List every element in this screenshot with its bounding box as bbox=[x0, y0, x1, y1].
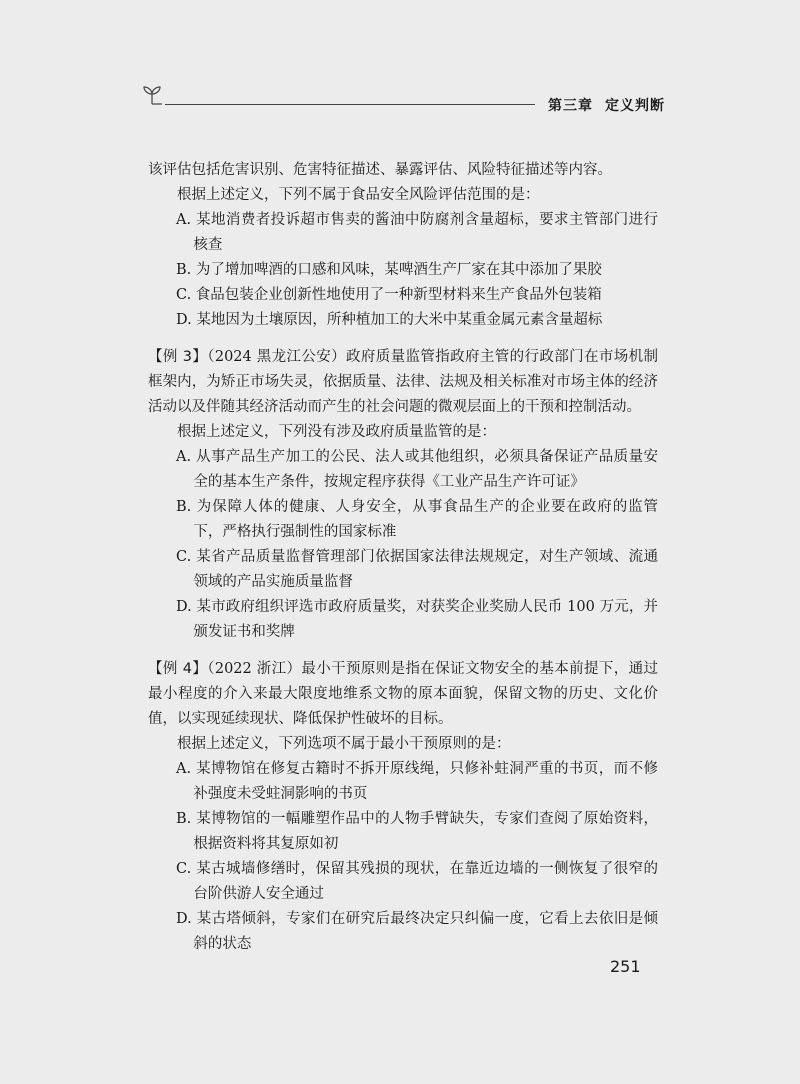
answer-option: B. 为了增加啤酒的口感和风味，某啤酒生产厂家在其中添加了果胶 bbox=[176, 262, 602, 278]
section-gap bbox=[148, 333, 658, 345]
answer-option: D. 某地因为土壤原因，所种植加工的大米中某重金属元素含量超标 bbox=[176, 312, 603, 328]
example-stem bbox=[148, 345, 658, 420]
answer-option: C. 某省产品质量监督管理部门依据国家法律法规规定，对生产领域、流通领域的产品实施质量监督 bbox=[176, 549, 658, 590]
header-rule bbox=[165, 104, 535, 105]
answer-option: A. 从事产品生产加工的公民、法人或其他组织，必须具备保证产品质量安全的基本生产条件，按规定程序获得《工业产品生产许可证》 bbox=[176, 449, 658, 490]
section-gap bbox=[148, 645, 658, 657]
answer-option: B. 某博物馆的一幅雕塑作品中的人物手臂缺失，专家们查阅了原始资料，根据资料将其复原如初 bbox=[176, 811, 658, 852]
answer-option: D. 某古塔倾斜，专家们在研究后最终决定只纠偏一度，它看上去依旧是倾斜的状态 bbox=[176, 911, 658, 952]
paragraph: 该评估包括危害识别、危害特征描述、暴露评估、风险特征描述等内容。 bbox=[148, 162, 612, 178]
example-text: （2024 黑龙江公安）政府质量监管指政府主管的行政部门在市场机制框架内，为矫正市场失灵，依据质量、法律、法规及相关标准对市场主体的经济活动以及伴随其经济活动而产生的社会问题的微观层面上的干预和控制活动。 bbox=[148, 349, 658, 415]
sprout-icon bbox=[140, 82, 164, 106]
answer-option: B. 为保障人体的健康、人身安全，从事食品生产的企业要在政府的监管下，严格执行强制性的国家标准 bbox=[176, 499, 658, 540]
answer-option: C. 食品包装企业创新性地使用了一种新型材料来生产食品外包装箱 bbox=[176, 287, 602, 303]
running-header bbox=[0, 0, 800, 120]
example-stem bbox=[148, 657, 658, 732]
example-label: 【例 4】 bbox=[148, 661, 208, 677]
example-text: （2022 浙江）最小干预原则是指在保证文物安全的基本前提下，通过最小程度的介入来最大限度地维系文物的原本面貌，保留文物的历史、文化价值，以实现延续现状、降低保护性破坏的目标。 bbox=[148, 661, 658, 727]
chapter-heading bbox=[548, 95, 677, 115]
answer-option: A. 某地消费者投诉超市售卖的酱油中防腐剂含量超标，要求主管部门进行核查 bbox=[176, 212, 658, 253]
answer-option: D. 某市政府组织评选市政府质量奖，对获奖企业奖励人民币 100 万元，并颁发证书和奖牌 bbox=[176, 599, 658, 640]
chapter-title: 定义判断 bbox=[605, 98, 665, 114]
chapter-number: 第三章 bbox=[548, 98, 593, 114]
answer-option: A. 某博物馆在修复古籍时不拆开原线绳，只修补蛀洞严重的书页，而不修补强度未受蛀洞影响的书页 bbox=[176, 761, 658, 802]
page-number: 251 bbox=[610, 957, 641, 976]
main-text bbox=[148, 158, 658, 957]
example-label: 【例 3】 bbox=[148, 349, 208, 365]
answer-option: C. 某古城墙修缮时，保留其残损的现状，在靠近边墙的一侧恢复了很窄的台阶供游人安全通过 bbox=[176, 861, 658, 902]
paragraph: 根据上述定义，下列不属于食品安全风险评估范围的是： bbox=[177, 187, 540, 203]
paragraph: 根据上述定义，下列没有涉及政府质量监管的是： bbox=[177, 424, 496, 440]
paragraph: 根据上述定义，下列选项不属于最小干预原则的是： bbox=[177, 736, 511, 752]
